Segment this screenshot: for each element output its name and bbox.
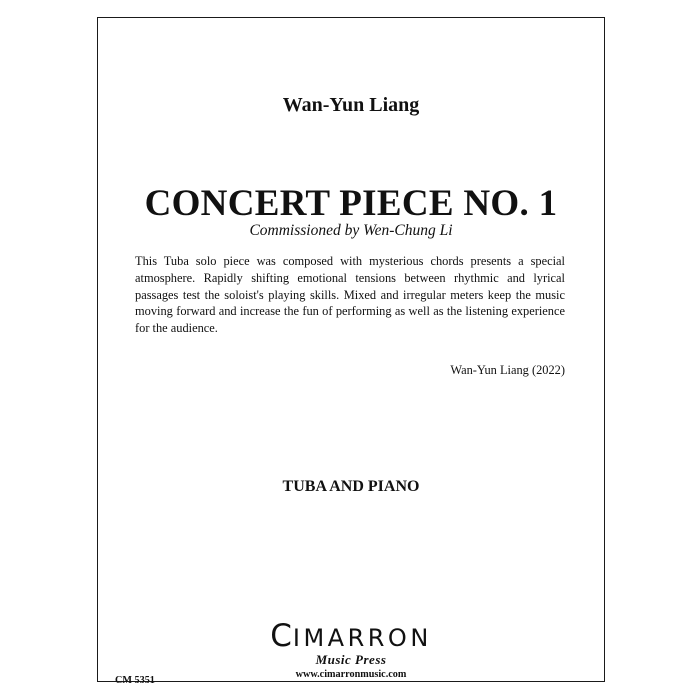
cover-page <box>97 17 605 686</box>
publisher-logo-initial: C <box>270 618 293 654</box>
publisher-website: www.cimarronmusic.com <box>295 669 407 680</box>
instrumentation: TUBA AND PIANO <box>282 478 420 495</box>
composer-name: Wan-Yun Liang <box>282 94 420 116</box>
commission-line: Commissioned by Wen-Chung Li <box>249 222 453 239</box>
note-signature: Wan-Yun Liang (2022) <box>450 363 565 377</box>
publisher-logo <box>98 618 604 654</box>
catalog-number: CM 5351 <box>115 675 155 686</box>
program-note: This Tuba solo piece was composed with mysterious chords presents a special atmosphere. Rapidly shifting emotional tensions between rhythmic and lyrical passages test the soloist's playing skills. Mixed and irregular meters keep the music moving forward and increase the fun of performing as well as the listening experience for the audience. <box>135 254 565 336</box>
publisher-logo-rest: IMARRON <box>292 624 432 652</box>
publisher-tagline: Music Press <box>315 652 387 667</box>
piece-title: CONCERT PIECE NO. 1 <box>144 183 558 224</box>
